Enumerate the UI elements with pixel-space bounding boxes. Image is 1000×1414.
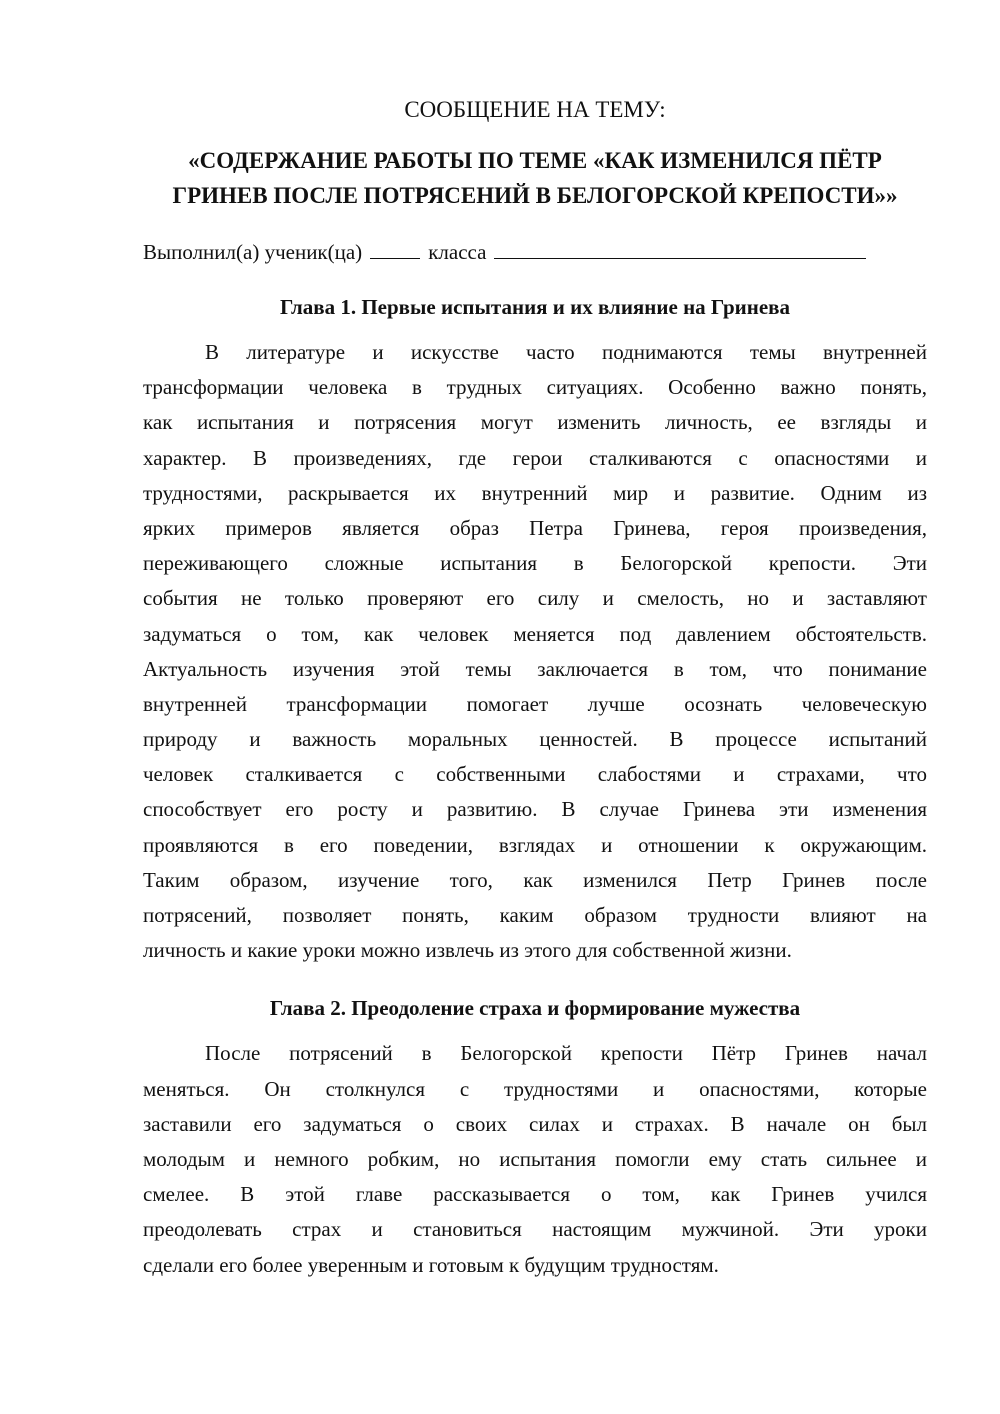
class-label: класса bbox=[428, 240, 487, 264]
paragraph-line: внутренней трансформации помогает лучше осознать человеческую bbox=[143, 691, 927, 716]
chapter-1-title: Глава 1. Первые испытания и их влияние на Гринева bbox=[279, 295, 790, 319]
paragraph-line: события не только проверяют его силу и смелость, но и заставляют bbox=[143, 586, 927, 611]
title-line: ГРИНЕВ ПОСЛЕ ПОТРЯСЕНИЙ В БЕЛОГОРСКОЙ КРЕПОСТИ»» bbox=[172, 183, 898, 208]
chapter-2-title: Глава 2. Преодоление страха и формирование мужества bbox=[269, 996, 801, 1021]
paragraph-line: проявляются в его поведении, взглядах и отношении к окружающим. bbox=[143, 832, 927, 857]
paragraph-line: личность и какие уроки можно извлечь из этого для собственной жизни. bbox=[143, 938, 792, 963]
document-title bbox=[143, 143, 927, 213]
paragraph-line: преодолевать страх и становиться настоящим мужчиной. Эти уроки bbox=[143, 1217, 927, 1242]
paragraph-line: трудностями, раскрывается их внутренний мир и развитие. Одним из bbox=[143, 480, 927, 505]
paragraph-line: молодым и немного робким, но испытания помогли ему стать сильнее и bbox=[143, 1146, 927, 1171]
grade-blank bbox=[370, 236, 420, 259]
paragraph-line: потрясений, позволяет понять, каким образом трудности влияют на bbox=[143, 903, 927, 927]
name-blank bbox=[494, 236, 866, 259]
paragraph-line: меняться. Он столкнулся с трудностями и опасностями, которые bbox=[143, 1076, 927, 1101]
paragraph-line: Актуальность изучения этой темы заключается в том, что понимание bbox=[143, 656, 927, 681]
paragraph-line: Таким образом, изучение того, как изменился Петр Гринев после bbox=[143, 867, 927, 892]
paragraph-line: природу и важность моральных ценностей. В процессе испытаний bbox=[143, 727, 927, 752]
author-prefix: Выполнил(а) ученик(ца) bbox=[143, 240, 363, 264]
paragraph-line: характер. В произведениях, где герои сталкиваются с опасностями и bbox=[143, 445, 927, 470]
paragraph-line: смелее. В этой главе рассказывается о том, как Гринев учился bbox=[143, 1182, 927, 1207]
paragraph-line: заставили его задуматься о своих силах и страхах. В начале он был bbox=[143, 1111, 927, 1136]
title-line: «СОДЕРЖАНИЕ РАБОТЫ ПО ТЕМЕ «КАК ИЗМЕНИЛСЯ ПЁТР bbox=[188, 148, 882, 173]
author-line bbox=[143, 235, 927, 269]
paragraph-line: После потрясений в Белогорской крепости Пётр Гринев начал bbox=[205, 1041, 927, 1066]
paragraph-line: ярких примеров является образ Петра Гринева, героя произведения, bbox=[143, 515, 927, 540]
paragraph-line: переживающего сложные испытания в Белогорской крепости. Эти bbox=[143, 551, 927, 576]
paragraph-line: сделали его более уверенным и готовым к будущим трудностям. bbox=[143, 1252, 719, 1277]
document-page bbox=[143, 92, 927, 1283]
paragraph-line: трансформации человека в трудных ситуациях. Особенно важно понять, bbox=[143, 375, 927, 400]
document-kicker: СООБЩЕНИЕ НА ТЕМУ: bbox=[404, 97, 666, 122]
chapter-1-paragraph bbox=[143, 335, 927, 968]
chapter-2-paragraph bbox=[143, 1036, 927, 1282]
paragraph-line: В литературе и искусстве часто поднимаются темы внутренней bbox=[205, 340, 927, 364]
paragraph-line: задуматься о том, как человек меняется под давлением обстоятельств. bbox=[143, 621, 927, 646]
paragraph-line: как испытания и потрясения могут изменить личность, ее взгляды и bbox=[143, 410, 927, 435]
paragraph-line: человек сталкивается с собственными слабостями и страхами, что bbox=[143, 762, 927, 787]
paragraph-line: способствует его росту и развитию. В случае Гринева эти изменения bbox=[143, 797, 927, 822]
